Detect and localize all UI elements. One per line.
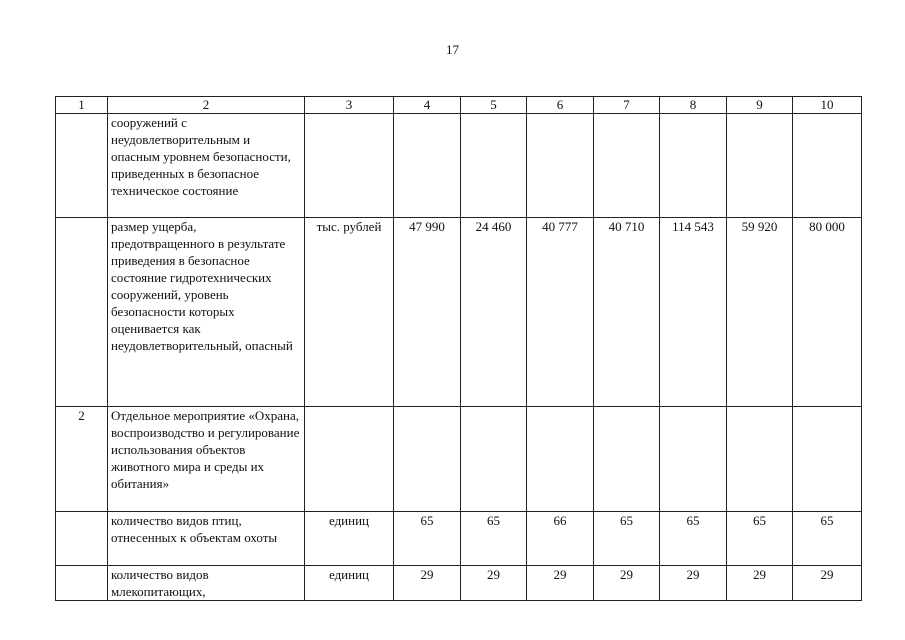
value-cell (727, 114, 793, 218)
row-number-cell (56, 512, 108, 566)
value-cell: 59 920 (727, 218, 793, 407)
indicator-name-cell: сооружений с неудовлетворительным и опасным уровнем безопасности, приведенных в безопасное техническое состояние (108, 114, 305, 218)
table-row (56, 512, 862, 566)
header-cell: 1 (56, 97, 108, 114)
value-cell: 24 460 (461, 218, 527, 407)
value-cell: 29 (660, 566, 727, 601)
value-cell: 65 (461, 512, 527, 566)
header-cell: 4 (394, 97, 461, 114)
value-cell (394, 114, 461, 218)
unit-cell: единиц (305, 566, 394, 601)
header-cell: 6 (527, 97, 594, 114)
unit-cell (305, 407, 394, 512)
value-cell: 47 990 (394, 218, 461, 407)
value-cell: 29 (594, 566, 660, 601)
row-number-cell: 2 (56, 407, 108, 512)
indicator-name-cell: количество видов млекопитающих, (108, 566, 305, 601)
row-number-cell (56, 566, 108, 601)
value-cell (461, 114, 527, 218)
row-number-cell (56, 114, 108, 218)
header-cell: 2 (108, 97, 305, 114)
value-cell: 29 (793, 566, 862, 601)
value-cell: 65 (394, 512, 461, 566)
header-cell: 8 (660, 97, 727, 114)
value-cell: 29 (527, 566, 594, 601)
header-cell: 9 (727, 97, 793, 114)
indicator-name-cell: размер ущерба, предотвращенного в результате приведения в безопасное состояние гидротехнических сооружений, уровень безопасности которых оценивается как неудовлетворительный, опасный (108, 218, 305, 407)
value-cell (793, 407, 862, 512)
page-number: 17 (446, 42, 459, 57)
value-cell: 40 777 (527, 218, 594, 407)
header-cell: 7 (594, 97, 660, 114)
value-cell: 80 000 (793, 218, 862, 407)
table-header-row (56, 97, 862, 114)
value-cell (660, 407, 727, 512)
header-cell: 5 (461, 97, 527, 114)
value-cell (461, 407, 527, 512)
value-cell: 65 (660, 512, 727, 566)
value-cell: 29 (461, 566, 527, 601)
indicator-name-cell: количество видов птиц, отнесенных к объектам охоты (108, 512, 305, 566)
unit-cell: тыс. рублей (305, 218, 394, 407)
value-cell (594, 407, 660, 512)
table-row (56, 114, 862, 218)
value-cell (394, 407, 461, 512)
unit-cell (305, 114, 394, 218)
value-cell (594, 114, 660, 218)
unit-cell: единиц (305, 512, 394, 566)
value-cell: 65 (727, 512, 793, 566)
value-cell (793, 114, 862, 218)
table-row (56, 218, 862, 407)
table-row (56, 566, 862, 601)
value-cell (527, 407, 594, 512)
row-number-cell (56, 218, 108, 407)
value-cell: 40 710 (594, 218, 660, 407)
value-cell (527, 114, 594, 218)
value-cell (660, 114, 727, 218)
value-cell: 29 (727, 566, 793, 601)
value-cell: 66 (527, 512, 594, 566)
value-cell: 29 (394, 566, 461, 601)
table-row (56, 407, 862, 512)
indicator-name-cell: Отдельное мероприятие «Охрана, воспроизводство и регулирование использования объектов животного мира и среды их обитания» (108, 407, 305, 512)
header-cell: 10 (793, 97, 862, 114)
value-cell: 114 543 (660, 218, 727, 407)
indicators-table (55, 96, 862, 601)
value-cell: 65 (793, 512, 862, 566)
value-cell (727, 407, 793, 512)
value-cell: 65 (594, 512, 660, 566)
header-cell: 3 (305, 97, 394, 114)
